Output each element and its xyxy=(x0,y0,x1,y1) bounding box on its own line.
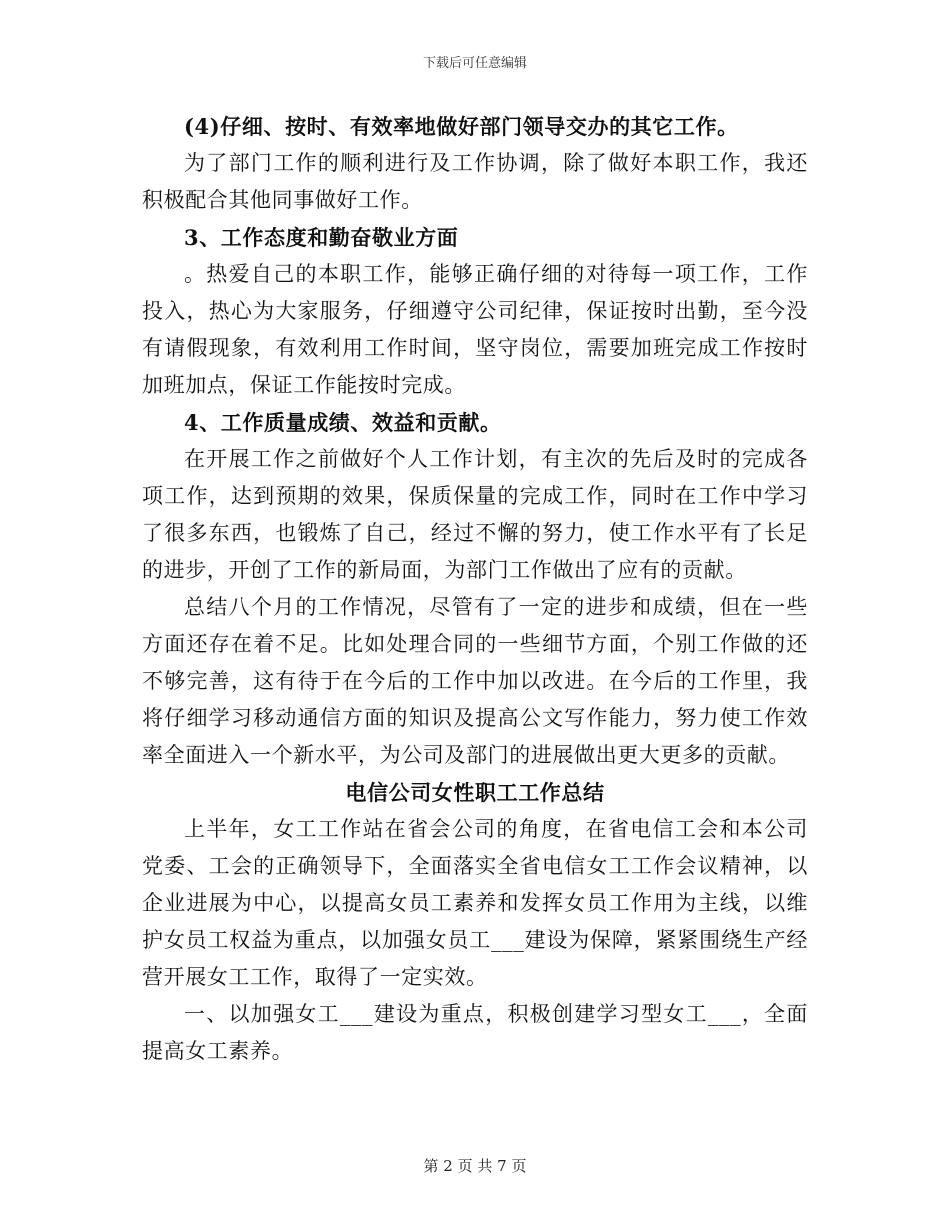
paragraph-cooperation: 为了部门工作的顺利进行及工作协调，除了做好本职工作，我还积极配合其他同事做好工作。 xyxy=(142,151,808,212)
section-4-heading: 4、工作质量成绩、效益和贡献。 xyxy=(184,410,502,435)
page-number: 第 2 页 共 7 页 xyxy=(423,1157,527,1175)
paragraph-first-half-year: 上半年，女工工作站在省会公司的角度，在省电信工会和本公司党委、工会的正确领导下，全面落实全省电信女工工作会议精神，以企业进展为中心，以提高女员工素养和发挥女员工作用为主线，以维护女员工权益为重点，以加强女员工___建设为保障，紧紧围绕生产经营开展女工工作，取得了一定实效。 xyxy=(142,817,808,989)
paragraph-point-one: 一、以加强女工___建设为重点，积极创建学习型女工___，全面提高女工素养。 xyxy=(142,1002,808,1063)
paragraph-work-attitude: 。热爱自己的本职工作，能够正确仔细的对待每一项工作，工作投入，热心为大家服务，仔细遵守公司纪律，保证按时出勤，至今没有请假现象，有效利用工作时间，坚守岗位，需要加班完成工作按时加班加点，保证工作能按时完成。 xyxy=(142,262,808,397)
item-4-heading: (4)仔细、按时、有效率地做好部门领导交办的其它工作。 xyxy=(184,114,739,139)
section-3-heading: 3、工作态度和勤奋敬业方面 xyxy=(184,225,459,250)
paragraph-summary: 总结八个月的工作情况，尽管有了一定的进步和成绩，但在一些方面还存在着不足。比如处理合同的一些细节方面，个别工作做的还不够完善，这有待于在今后的工作中加以改进。在今后的工作里，我将仔细学习移动通信方面的知识及提高公文写作能力，努力使工作效率全面进入一个新水平，为公司及部门的进展做出更大更多的贡献。 xyxy=(142,595,808,767)
article-title: 电信公司女性职工工作总结 xyxy=(345,780,605,805)
page-header-note: 下载后可任意编辑 xyxy=(422,56,527,71)
paragraph-work-quality: 在开展工作之前做好个人工作计划，有主次的先后及时的完成各项工作，达到预期的效果，保质保量的完成工作，同时在工作中学习了很多东西，也锻炼了自己，经过不懈的努力，使工作水平有了长足的进步，开创了工作的新局面，为部门工作做出了应有的贡献。 xyxy=(142,447,808,582)
document-body xyxy=(142,108,808,1070)
